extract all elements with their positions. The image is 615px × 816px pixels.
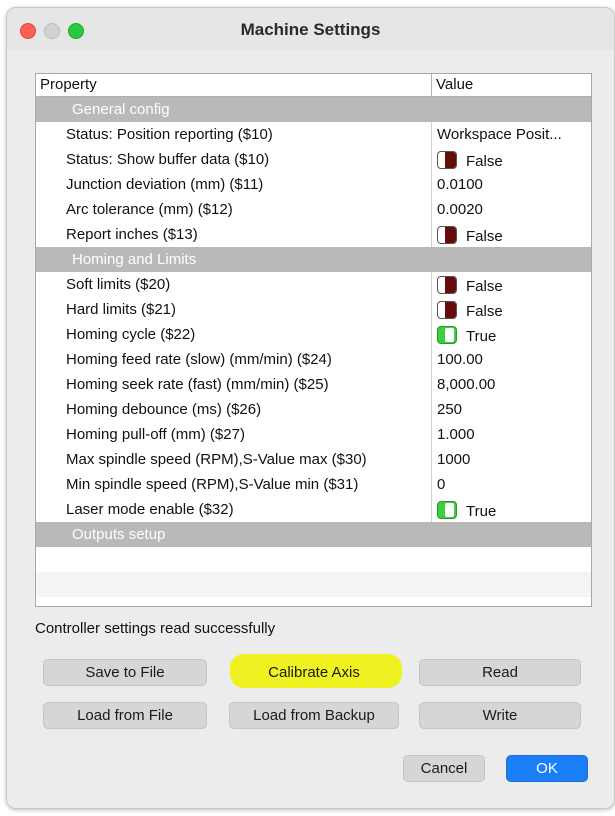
property-value[interactable]: 100.00 <box>437 351 483 368</box>
property-name: Soft limits ($20) <box>66 276 171 293</box>
toggle-switch-off-icon[interactable] <box>437 301 457 319</box>
column-divider[interactable] <box>431 74 432 96</box>
load-from-backup-button[interactable]: Load from Backup <box>229 702 399 729</box>
property-name: Laser mode enable ($32) <box>66 501 234 518</box>
table-row[interactable] <box>36 147 591 173</box>
property-name: Status: Position reporting ($10) <box>66 126 273 143</box>
group-label: Homing and Limits <box>72 251 197 268</box>
property-name: Homing pull-off (mm) ($27) <box>66 426 245 443</box>
table-row[interactable] <box>36 347 591 373</box>
table-row[interactable] <box>36 422 591 448</box>
property-name: Max spindle speed (RPM),S-Value max ($30) <box>66 451 367 468</box>
toggle-label: False <box>466 153 503 170</box>
property-value[interactable]: 8,000.00 <box>437 376 496 393</box>
table-row[interactable] <box>36 297 591 323</box>
load-from-file-button[interactable]: Load from File <box>43 702 207 729</box>
property-value-toggle[interactable] <box>437 226 503 245</box>
table-row[interactable] <box>36 472 591 498</box>
group-header-general[interactable] <box>36 97 591 122</box>
toggle-label: False <box>466 228 503 245</box>
toggle-label: True <box>466 503 497 520</box>
read-button[interactable]: Read <box>419 659 581 686</box>
property-value[interactable]: Workspace Posit... <box>437 126 562 143</box>
toggle-switch-on-icon[interactable] <box>437 326 457 344</box>
column-header-value[interactable]: Value <box>436 76 474 93</box>
property-value[interactable]: 0 <box>437 476 446 493</box>
property-name: Homing feed rate (slow) (mm/min) ($24) <box>66 351 332 368</box>
toggle-switch-on-icon[interactable] <box>437 501 457 519</box>
toggle-label: True <box>466 328 497 345</box>
property-name: Arc tolerance (mm) ($12) <box>66 201 233 218</box>
save-to-file-button[interactable]: Save to File <box>43 659 207 686</box>
group-label: Outputs setup <box>72 526 166 543</box>
property-value[interactable]: 0.0020 <box>437 201 483 218</box>
property-name: Homing debounce (ms) ($26) <box>66 401 262 418</box>
toggle-switch-off-icon[interactable] <box>437 151 457 169</box>
table-row[interactable] <box>36 122 591 148</box>
toggle-label: False <box>466 278 503 295</box>
property-name: Min spindle speed (RPM),S-Value min ($31) <box>66 476 359 493</box>
table-row[interactable] <box>36 322 591 348</box>
cancel-button[interactable]: Cancel <box>403 755 485 782</box>
empty-row <box>36 572 591 597</box>
property-value[interactable]: 1000 <box>437 451 471 468</box>
property-name: Homing seek rate (fast) (mm/min) ($25) <box>66 376 329 393</box>
toggle-switch-off-icon[interactable] <box>437 276 457 294</box>
toggle-switch-off-icon[interactable] <box>437 226 457 244</box>
column-header-property[interactable]: Property <box>40 76 97 93</box>
property-name: Homing cycle ($22) <box>66 326 196 343</box>
group-label: General config <box>72 101 170 118</box>
table-row[interactable] <box>36 372 591 398</box>
window-title: Machine Settings <box>240 20 381 39</box>
table-row[interactable] <box>36 272 591 298</box>
property-value-toggle[interactable] <box>437 276 503 295</box>
group-header-homing[interactable] <box>36 247 591 272</box>
toggle-label: False <box>466 303 503 320</box>
settings-table[interactable] <box>35 73 592 607</box>
property-value[interactable]: 1.000 <box>437 426 475 443</box>
machine-settings-window <box>6 7 615 809</box>
write-button[interactable]: Write <box>419 702 581 729</box>
table-row[interactable] <box>36 397 591 423</box>
title-bar[interactable] <box>7 8 614 50</box>
ok-button[interactable]: OK <box>506 755 588 782</box>
property-value[interactable]: 250 <box>437 401 463 418</box>
property-name: Report inches ($13) <box>66 226 198 243</box>
table-row[interactable] <box>36 447 591 473</box>
property-value[interactable]: 0.0100 <box>437 176 483 193</box>
group-header-outputs[interactable] <box>36 522 591 547</box>
property-name: Status: Show buffer data ($10) <box>66 151 270 168</box>
property-value-toggle[interactable] <box>437 301 503 320</box>
table-row[interactable] <box>36 497 591 523</box>
table-row[interactable] <box>36 197 591 223</box>
property-name: Junction deviation (mm) ($11) <box>66 176 264 193</box>
table-row[interactable] <box>36 222 591 248</box>
table-row[interactable] <box>36 172 591 198</box>
property-value-toggle[interactable] <box>437 501 496 520</box>
status-message: Controller settings read successfully <box>35 620 276 637</box>
empty-row <box>36 547 591 572</box>
calibrate-axis-button[interactable]: Calibrate Axis <box>268 664 360 681</box>
table-header <box>36 74 591 97</box>
property-value-toggle[interactable] <box>437 151 503 170</box>
property-name: Hard limits ($21) <box>66 301 177 318</box>
property-value-toggle[interactable] <box>437 326 496 345</box>
